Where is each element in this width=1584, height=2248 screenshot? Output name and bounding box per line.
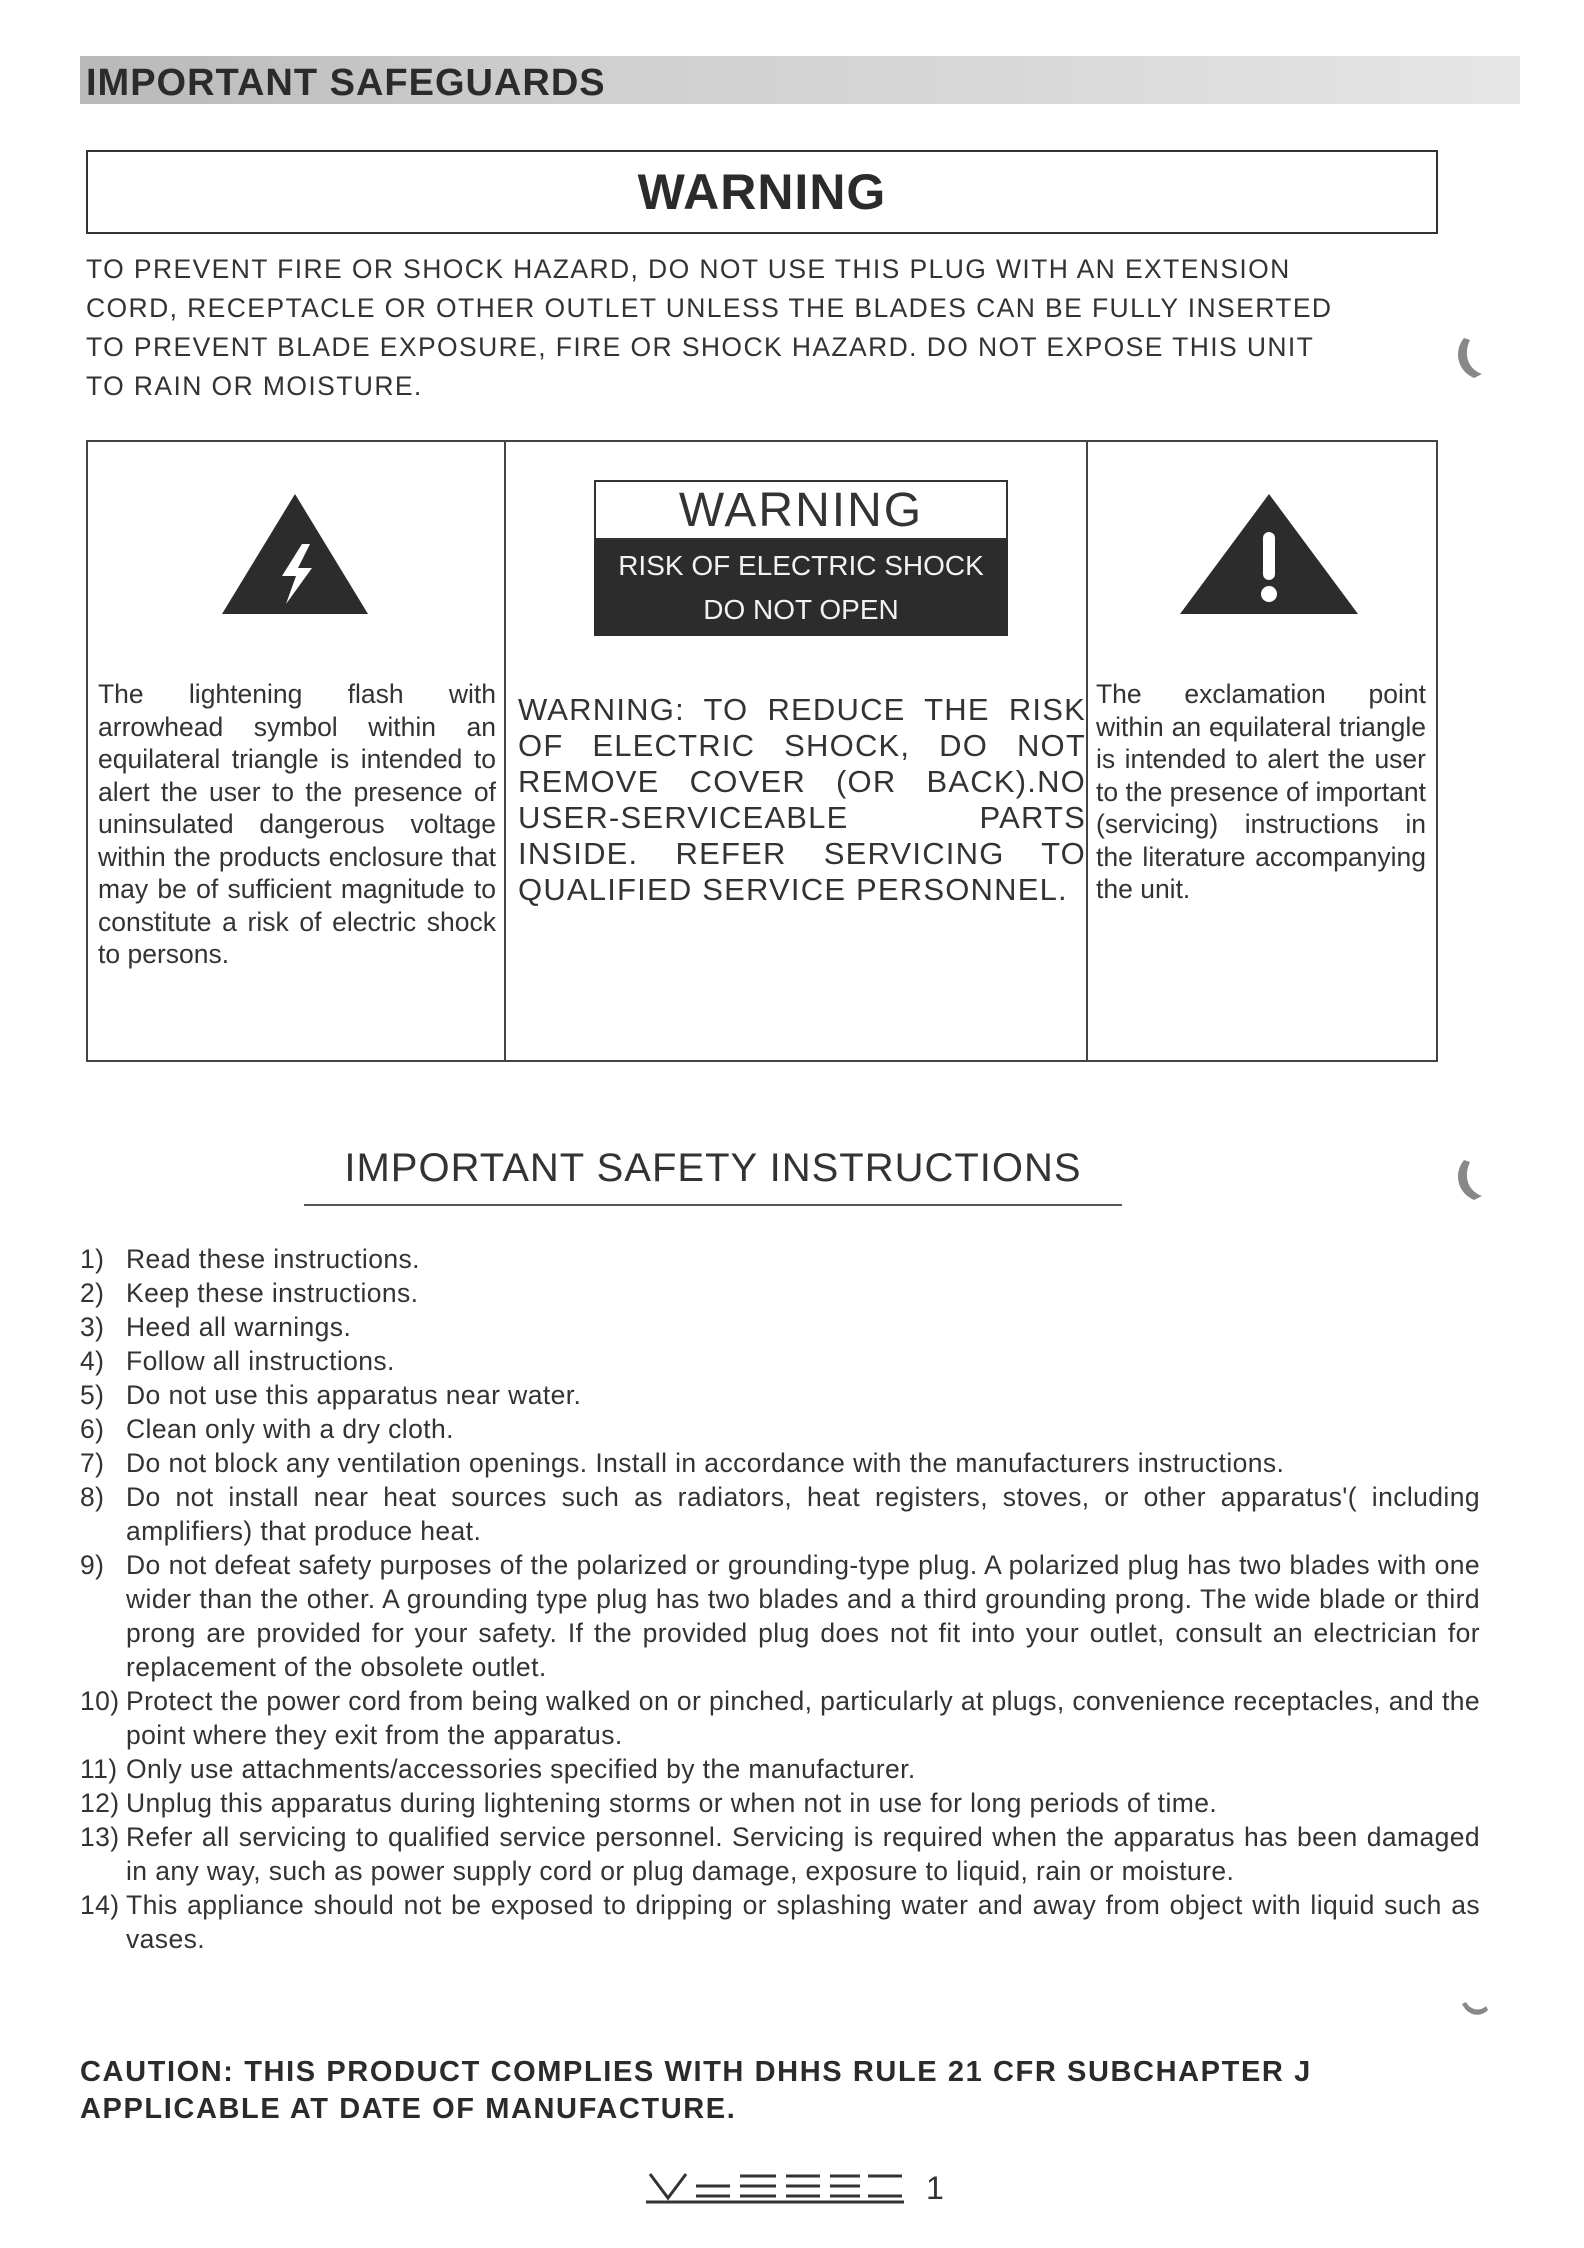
- list-item: [80, 1412, 1480, 1446]
- item-number: 13): [80, 1822, 120, 1852]
- list-item: [80, 1786, 1480, 1820]
- item-text: This appliance should not be exposed to dripping or splashing water and away from object with liquid such as vases.: [126, 1890, 1480, 1954]
- item-number: 8): [80, 1482, 105, 1512]
- item-number: 1): [80, 1244, 105, 1274]
- warning-line: TO RAIN OR MOISTURE.: [86, 371, 423, 401]
- item-number: 3): [80, 1312, 105, 1342]
- list-item: [80, 1446, 1480, 1480]
- instructions-title: IMPORTANT SAFETY INSTRUCTIONS: [344, 1146, 1082, 1190]
- item-text: Do not block any ventilation openings. Install in accordance with the manufacturers instructions.: [126, 1448, 1285, 1478]
- symbols-table: [86, 440, 1438, 1062]
- item-text: Follow all instructions.: [126, 1346, 395, 1376]
- shock-label-line: DO NOT OPEN: [703, 594, 899, 625]
- warning-title-box: [86, 150, 1438, 234]
- warning-line: CORD, RECEPTACLE OR OTHER OUTLET UNLESS THE BLADES CAN BE FULLY INSERTED: [86, 293, 1333, 323]
- item-text: Clean only with a dry cloth.: [126, 1414, 454, 1444]
- caution-line: CAUTION: THIS PRODUCT COMPLIES WITH DHHS RULE 21 CFR SUBCHAPTER J: [80, 2056, 1312, 2088]
- instructions-list: [80, 1242, 1480, 1956]
- list-item: [80, 1480, 1480, 1548]
- exclamation-description: The exclamation point within an equilateral triangle is intended to alert the user to the presence of important (servicing) instructions in the literature accompanying the unit.: [1096, 679, 1426, 904]
- list-item: [80, 1310, 1480, 1344]
- lightning-description: The lightening flash with arrowhead symbol within an equilateral triangle is intended to alert the user to the presence of uninsulated dangerous voltage within the products enclosure that may be of sufficient magnitude to constitute a risk of electric shock to persons.: [98, 679, 496, 969]
- list-item: [80, 1276, 1480, 1310]
- warning-label-title: WARNING: [594, 480, 1008, 540]
- item-text: Refer all servicing to qualified service personnel. Servicing is required when the apparatus has been damaged in any way, such as power supply cord or plug damage, exposure to liquid, rain or moisture.: [126, 1822, 1480, 1886]
- item-number: 11): [80, 1754, 118, 1784]
- item-number: 14): [80, 1890, 120, 1920]
- list-item: [80, 1752, 1480, 1786]
- list-item: [80, 1548, 1480, 1684]
- title-underline: [304, 1204, 1122, 1206]
- item-number: 12): [80, 1788, 120, 1818]
- item-text: Unplug this apparatus during lightening storms or when not in use for long periods of time.: [126, 1788, 1218, 1818]
- lightning-triangle-icon: [220, 492, 370, 616]
- punch-hole-icon: [1456, 1156, 1486, 1204]
- vocopro-logo: [646, 2168, 908, 2204]
- item-number: 5): [80, 1380, 105, 1410]
- item-text: Protect the power cord from being walked on or pinched, particularly at plugs, convenience receptacles, and the point where they exit from the apparatus.: [126, 1686, 1480, 1750]
- item-number: 7): [80, 1448, 105, 1478]
- list-item: [80, 1820, 1480, 1888]
- shock-label: [594, 540, 1008, 636]
- item-text: Read these instructions.: [126, 1244, 420, 1274]
- item-number: 6): [80, 1414, 105, 1444]
- item-text: Heed all warnings.: [126, 1312, 352, 1342]
- list-item: [80, 1378, 1480, 1412]
- item-text: Do not defeat safety purposes of the polarized or grounding-type plug. A polarized plug has two blades with one wider than the other. A grounding type plug has two blades and a third grounding prong. The wide blade or third prong are provided for your safety. If the provided plug does not fit into your outlet, consult an electrician for replacement of the obsolete outlet.: [126, 1550, 1480, 1682]
- page-number: 1: [926, 2170, 944, 2206]
- warning-title: WARNING: [637, 164, 887, 220]
- section-title: IMPORTANT SAFEGUARDS: [86, 62, 606, 104]
- warning-paragraph: [86, 250, 1452, 406]
- item-number: 10): [80, 1686, 120, 1716]
- item-text: Keep these instructions.: [126, 1278, 419, 1308]
- column-divider: [504, 442, 506, 1060]
- item-number: 9): [80, 1550, 105, 1580]
- list-item: [80, 1344, 1480, 1378]
- cover-warning-text: WARNING: TO REDUCE THE RISK OF ELECTRIC SHOCK, DO NOT REMOVE COVER (OR BACK).NO USER-SERVICEABLE PARTS INSIDE. REFER SERVICING TO QUALIFIED SERVICE PERSONNEL.: [518, 692, 1086, 907]
- punch-hole-icon: [1456, 334, 1486, 382]
- caution-notice: [80, 2054, 1460, 2128]
- shock-label-line: RISK OF ELECTRIC SHOCK: [618, 550, 984, 581]
- item-text: Do not use this apparatus near water.: [126, 1380, 582, 1410]
- section-header-band: [80, 56, 1520, 104]
- list-item: [80, 1684, 1480, 1752]
- item-text: Do not install near heat sources such as radiators, heat registers, stoves, or other apparatus'( including amplifiers) that produce heat.: [126, 1482, 1480, 1546]
- warning-line: TO PREVENT BLADE EXPOSURE, FIRE OR SHOCK HAZARD. DO NOT EXPOSE THIS UNIT: [86, 332, 1315, 362]
- warning-line: TO PREVENT FIRE OR SHOCK HAZARD, DO NOT USE THIS PLUG WITH AN EXTENSION: [86, 254, 1291, 284]
- list-item: [80, 1242, 1480, 1276]
- item-number: 4): [80, 1346, 105, 1376]
- column-divider: [1086, 442, 1088, 1060]
- caution-line: APPLICABLE AT DATE OF MANUFACTURE.: [80, 2093, 737, 2125]
- item-number: 2): [80, 1278, 105, 1308]
- list-item: [80, 1888, 1480, 1956]
- item-text: Only use attachments/accessories specified by the manufacturer.: [126, 1754, 916, 1784]
- exclamation-triangle-icon: [1178, 492, 1360, 616]
- punch-hole-icon: [1460, 1992, 1490, 2022]
